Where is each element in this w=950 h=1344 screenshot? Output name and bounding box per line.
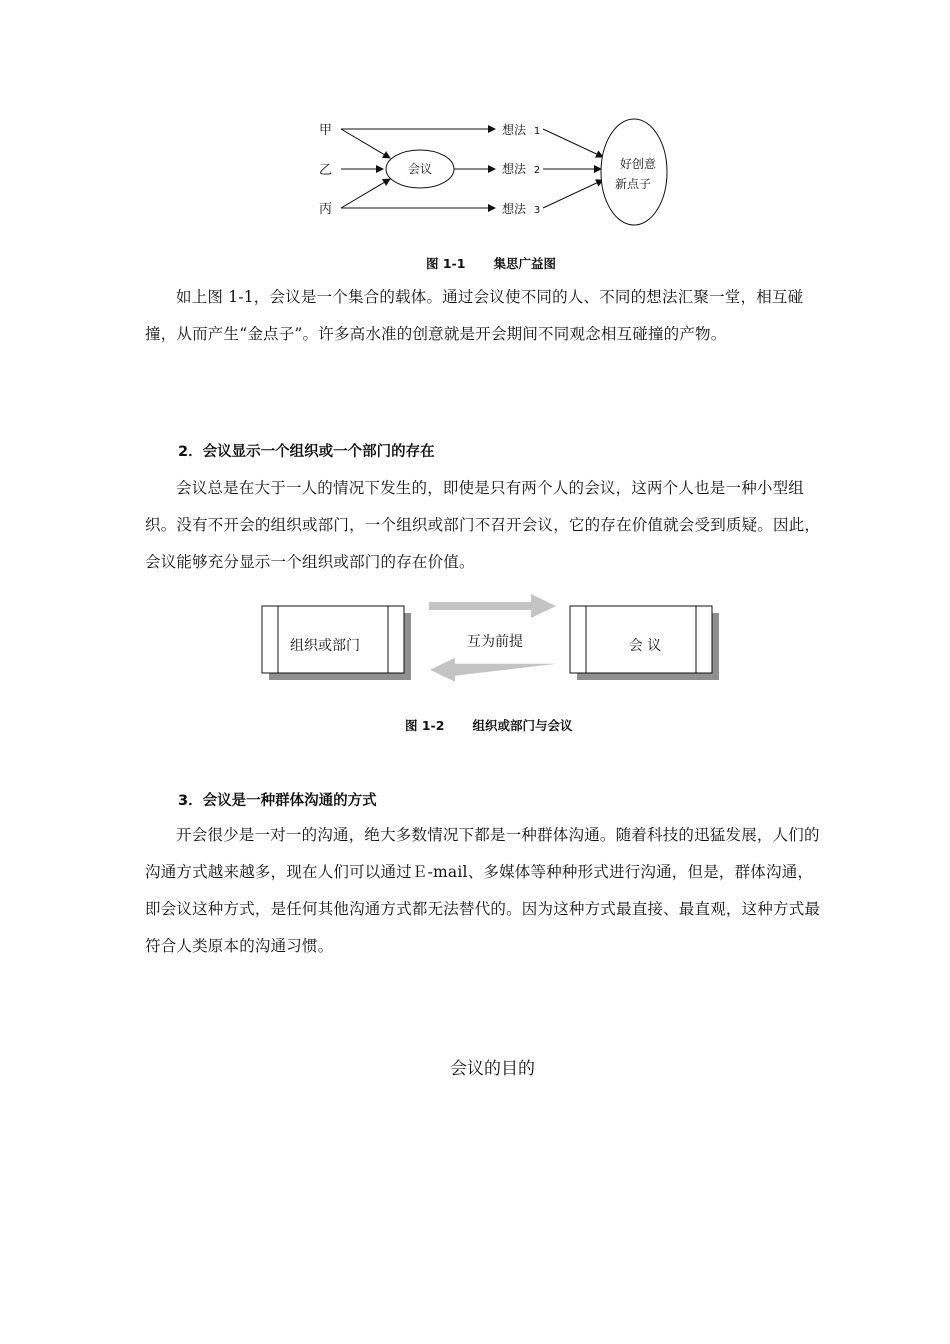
figure-1-1-diagram (300, 112, 700, 234)
section-title: 会议的目的 (450, 1059, 535, 1079)
arrow-right-gray (429, 594, 556, 618)
right-box-label: 会 议 (628, 638, 662, 654)
middle-label: 互为前提 (467, 634, 523, 650)
input-label-yi: 乙 (319, 163, 333, 178)
result-ellipse (601, 119, 667, 225)
paragraph-2: 会议总是在大于一人的情况下发生的，即使是只有两个人的会议，这两个人也是一种小型组织。没有不开会的组织或部门，一个组织或部门不召开会议，它的存在价值就会受到质疑。因此，会议能够充分显示一个组织或部门的存在价值。 (145, 479, 821, 571)
figure-1-2-diagram (255, 590, 730, 690)
input-label-bing: 丙 (319, 202, 333, 217)
heading-3: 3．会议是一种群体沟通的方式 (178, 793, 377, 809)
result-label-line2: 新点子 (614, 177, 652, 191)
caption-text: 组织或部门与会议 (472, 718, 573, 733)
arrow-left-gray (430, 658, 557, 682)
caption-number: 图 1-2 (405, 718, 445, 733)
idea-3-label: 想法 3 (502, 202, 541, 216)
arrow-jia-to-meeting (341, 129, 390, 158)
paragraph-3: 开会很少是一对一的沟通，绝大多数情况下都是一种群体沟通。随着科技的迅猛发展，人们的沟通方式越来越多，现在人们可以通过Ｅ-mail、多媒体等种种形式进行沟通，但是，群体沟通，即会议这种方式，是任何其他沟通方式都无法替代的。因为这种方式最直接、最直观，这种方式最符合人类原本的沟通习惯。 (145, 826, 821, 955)
arrow-idea1-to-result (543, 129, 603, 157)
caption-text: 集思广益图 (493, 256, 556, 271)
figure-1-2-caption (405, 716, 572, 734)
figure-1-1-caption (426, 254, 556, 272)
input-label-jia: 甲 (319, 123, 333, 138)
arrow-idea3-to-result (543, 180, 603, 208)
paragraph-1: 如上图 1-1，会议是一个集合的载体。通过会议使不同的人、不同的想法汇聚一堂，相互碰撞，从而产生“金点子”。许多高水准的创意就是开会期间不同观念相互碰撞的产物。 (145, 288, 804, 343)
heading-2: 2．会议显示一个组织或一个部门的存在 (178, 444, 435, 460)
left-box-label: 组织或部门 (290, 638, 360, 654)
caption-number: 图 1-1 (426, 256, 466, 271)
meeting-label: 会议 (407, 162, 433, 176)
idea-1-label: 想法 1 (502, 123, 541, 137)
result-label-line1: 好创意 (619, 157, 657, 171)
arrow-bing-to-meeting (341, 179, 390, 208)
idea-2-label: 想法 2 (502, 162, 541, 176)
